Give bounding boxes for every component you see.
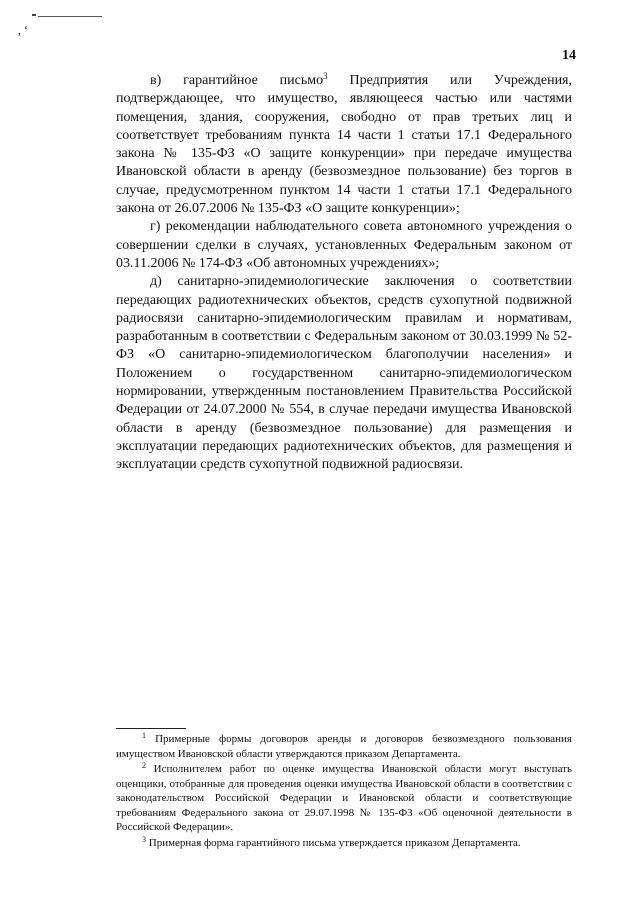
page-number: 14 [562, 48, 576, 63]
footnote-1 [116, 732, 572, 761]
footnote-separator [116, 728, 186, 729]
scan-mark-dots: , ‘ [18, 23, 28, 37]
footnote-3-text: Примерная форма гарантийного письма утверждается приказом Департамента. [146, 836, 521, 849]
paragraph-v-start: в) гарантийное письмо [150, 73, 324, 88]
footnotes [116, 728, 572, 851]
footnote-2 [116, 762, 572, 835]
paragraph-v-rest: Предприятия или Учреждения, подтверждающее, что имущество, являющееся частью или частями помещения, здания, сооружения, свободно от прав третьих лиц и соответствует требованиям пункта 14 части 1 статьи 17.1 Федерального закона № 135-ФЗ «О защите конкуренции» при передаче имущества Ивановской области в аренду (безвозмездное пользование) без торгов в случае, предусмотренном пунктом 14 части 1 статьи 17.1 Федерального закона от 26.07.2006 № 135-ФЗ «О защите конкуренции»; [116, 73, 572, 217]
main-text [116, 72, 572, 475]
scan-mark-line [38, 16, 102, 17]
footnote-3-number: 3 [142, 834, 146, 844]
footnote-1-number: 1 [142, 731, 146, 740]
paragraph-d: д) санитарно-эпидемиологические заключения о соответствии передающих радиотехнических объектов, средств сухопутной подвижной радиосвязи санитарно-эпидемиологическим правилам и нормативам, разработанным в соответствии с Федеральным законом от 30.03.1999 № 52-ФЗ «О санитарно-эпидемиологическом благополучии населения» и Положением о государственном санитарно-эпидемиологическом нормировании, утвержденным постановлением Правительства Российской Федерации от 24.07.2000 № 554, в случае передачи имущества Ивановской области в аренду (безвозмездное пользование) для размещения и эксплуатации передающих радиотехнических объектов, для размещения и эксплуатации средств сухопутной подвижной радиосвязи. [116, 274, 572, 473]
paragraph-g: г) рекомендации наблюдательного совета автономного учреждения о совершении сделки в случаях, установленных Федеральным законом от 03.11.2006 № 174-ФЗ «Об автономных учреждениях»; [116, 219, 572, 271]
scan-mark [32, 14, 36, 16]
footnote-2-number: 2 [142, 761, 146, 770]
footnote-ref-3: 3 [323, 71, 328, 81]
footnote-2-text: Исполнителем работ по оценке имущества Ивановской области могут выступать оценщики, отобранные для проведения оценки имущества Ивановской области в соответствии с законодательством Российской Федерации и Ивановской области и соответствующие требованиям Федерального закона от 29.07.1998 № 135-ФЗ «Об оценочной деятельности в Российской Федерации». [116, 763, 572, 833]
footnote-1-text: Примерные формы договоров аренды и договоров безвозмездного пользования имуществом Ивановской области утверждаются приказом Департамента. [116, 733, 572, 760]
footnote-3 [116, 836, 572, 851]
paragraph-v [116, 72, 572, 218]
